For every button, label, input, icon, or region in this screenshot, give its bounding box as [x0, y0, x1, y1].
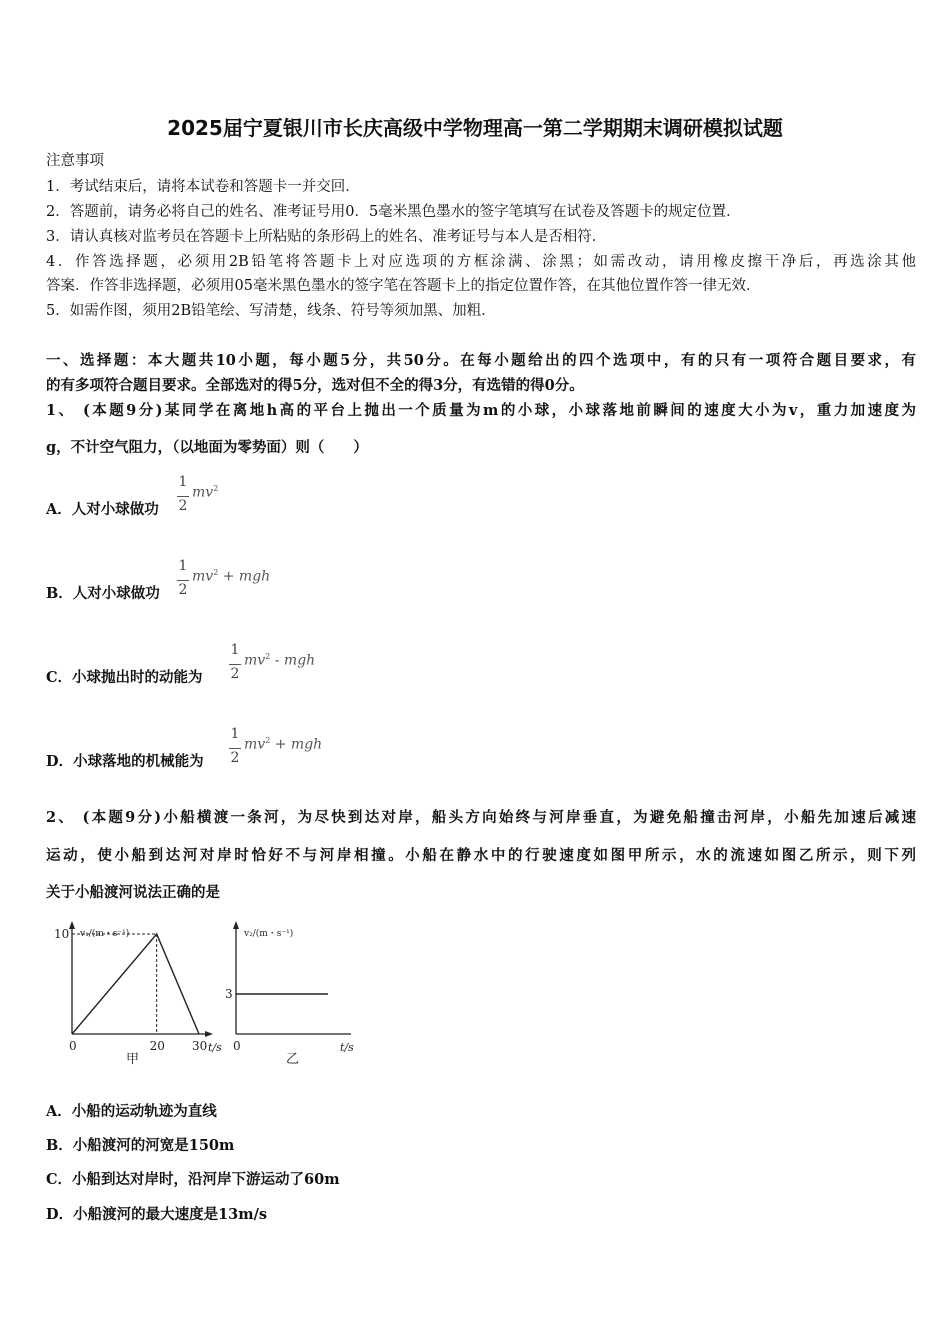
q1-stem-1: 1、 (本题9分)某同学在离地h高的平台上抛出一个质量为m的小球，小球落地前瞬间的速度大小为v，重力加速度为: [46, 402, 916, 419]
graph-jia-series-line: [72, 934, 199, 1034]
graph-yi-y-arrow: [233, 921, 239, 929]
graph-jia: [54, 921, 222, 1067]
notice-item-2: 2．答题前，请务必将自己的姓名、准考证号用0．5毫米黑色墨水的签字笔填写在试卷及答题卡的规定位置．: [46, 204, 741, 220]
graph-jia-xtick-20: 20: [149, 1039, 165, 1053]
q1-option-d-expr: $mv^2$ + mgh: [244, 736, 323, 753]
q2-stem-2: 运动，使小船到达河对岸时恰好不与河岸相撞。小船在静水中的行驶速度如图甲所示，水的流速如图乙所示，则下列: [46, 847, 916, 864]
graph-yi-caption: 乙: [286, 1052, 300, 1067]
graph-yi-ylabel: v₂/(m・s⁻¹): [244, 929, 294, 939]
exam-page: 2025届宁夏银川市长庆高级中学物理高一第二学期期末调研模拟试题 注意事项 1．考试结束后，请将本试卷和答题卡一并交回． 2．答题前，请务必将自己的姓名、准考证号用0．5毫米黑色墨水的签字笔填写在试卷及答题卡的规定位置． 3．请认真核对监考员在答题卡上所粘贴的条形码上的姓名、准考证号与本人是否相符． 4．作答选择题，必须用2B铅笔将答题卡上对应选项的方框涂满、涂黑；如需改动，请用橡皮擦干净后，再选涂其他 答案．作答非选择题，必须用05毫米黑色墨水的签字笔在答题卡上的指定位置作答，在其他位置作答一律无效． 5．如需作图，须用2B铅笔绘、写清楚，线条、符号等须加黑、加粗． 一、选择题：本大题共10小题，每小题5分，共50分。在每小题给出的四个选项中，有的只有一项符合题目要求，有 的有多项符合题目要求。全部选对的得5分，选对但不全的得3分，有选错的得0分。 1、 (本题9分)某同学在离地h高的平台上抛出一个质量为m的小球，小球落地前瞬间的速度大小为v，重力加速度为 g，不计空气阻力，（以地面为零势面）则（ ） A．人对小球做功 1 2 $mv^2$ B．人对小球做功 1 2 $mv^2$ + mgh C．小球抛出时的动能为 1 2 $mv^2$ - mgh D．小球落地的机械能为 1 2 $mv^2$ + mgh 2、 (本题9分)小船横渡一条河，为尽快到达对岸，船头方向始终与河岸垂直，为避免船撞击河岸，小船先加速后减速 运动，使小船到达河对岸时恰好不与河岸相撞。小船在静水中的行驶速度如图甲所示，水的流速如图乙所示，则下列 关于小船渡河说法正确的是 v₁/(m・s⁻¹) 10 0 20 30 t/s 甲 v₂/(m・s⁻¹) 3 0 t/s 乙 A．小船的运动轨迹为直线 B．小船渡河的河宽是150m C．小船到达对岸时，沿河岸下游运动了60m D．小船渡河的最大速度是13m/s: [0, 0, 950, 1344]
graph-jia-caption: 甲: [126, 1052, 140, 1067]
graph-yi-xtick-0: 0: [233, 1039, 241, 1053]
graph-jia-x-arrow: [205, 1031, 213, 1037]
graph-yi-ytick-3: 3: [225, 987, 233, 1001]
q1-option-d-label: D．小球落地的机械能为: [46, 753, 204, 770]
section-intro-1: 一、选择题：本大题共10小题，每小题5分，共50分。在每小题给出的四个选项中，有的只有一项符合题目要求，有: [46, 352, 916, 369]
q1-option-b-label: B．人对小球做功: [46, 585, 160, 602]
q2-option-a: A．小船的运动轨迹为直线: [46, 1103, 217, 1120]
page-title: 2025届宁夏银川市长庆高级中学物理高一第二学期期末调研模拟试题: [167, 116, 783, 140]
q2-stem-3: 关于小船渡河说法正确的是: [46, 884, 220, 901]
graph-jia-xtick-0: 0: [69, 1039, 77, 1053]
q1-option-a-label: A．人对小球做功: [46, 501, 159, 518]
notice-item-5: 5．如需作图，须用2B铅笔绘、写清楚，线条、符号等须加黑、加粗．: [46, 303, 496, 319]
notice-item-1: 1．考试结束后，请将本试卷和答题卡一并交回．: [46, 179, 360, 195]
notice-item-4-cont: 答案．作答非选择题，必须用05毫米黑色墨水的签字笔在答题卡上的指定位置作答，在其他位置作答一律无效．: [46, 278, 761, 294]
q1-option-c-label: C．小球抛出时的动能为: [46, 669, 203, 686]
section-intro-2: 的有多项符合题目要求。全部选对的得5分，选对但不全的得3分，有选错的得0分。: [46, 377, 584, 394]
q2-option-d: D．小船渡河的最大速度是13m/s: [46, 1206, 268, 1223]
q2-option-b: B．小船渡河的河宽是150m: [46, 1137, 235, 1154]
q1-option-a-expr: $mv^2$: [192, 484, 219, 501]
q1-option-b-expr: $mv^2$ + mgh: [192, 568, 271, 585]
graph-yi: [225, 921, 354, 1067]
q2-velocity-graphs: [46, 918, 366, 1068]
q2-option-c: C．小船到达对岸时，沿河岸下游运动了60m: [46, 1171, 340, 1188]
graph-jia-xlabel: t/s: [208, 1041, 222, 1054]
notice-item-4: 4．作答选择题，必须用2B铅笔将答题卡上对应选项的方框涂满、涂黑；如需改动，请用橡皮擦干净后，再选涂其他: [46, 254, 916, 270]
q1-option-c-expr: $mv^2$ - mgh: [244, 652, 316, 669]
q2-stem-1: 2、 (本题9分)小船横渡一条河，为尽快到达对岸，船头方向始终与河岸垂直，为避免船撞击河岸，小船先加速后减速: [46, 809, 916, 826]
notice-heading: 注意事项: [46, 153, 104, 169]
graph-jia-xtick-30: 30: [192, 1039, 208, 1053]
q1-stem-2: g，不计空气阻力，（以地面为零势面）则（ ）: [46, 439, 368, 456]
graph-jia-y-arrow: [69, 921, 75, 929]
graph-jia-ylabel: v₁/(m・s⁻¹): [80, 929, 130, 939]
graph-jia-ytick-10: 10: [54, 927, 70, 941]
notice-item-3: 3．请认真核对监考员在答题卡上所粘贴的条形码上的姓名、准考证号与本人是否相符．: [46, 229, 607, 245]
graph-yi-xlabel: t/s: [340, 1041, 354, 1054]
